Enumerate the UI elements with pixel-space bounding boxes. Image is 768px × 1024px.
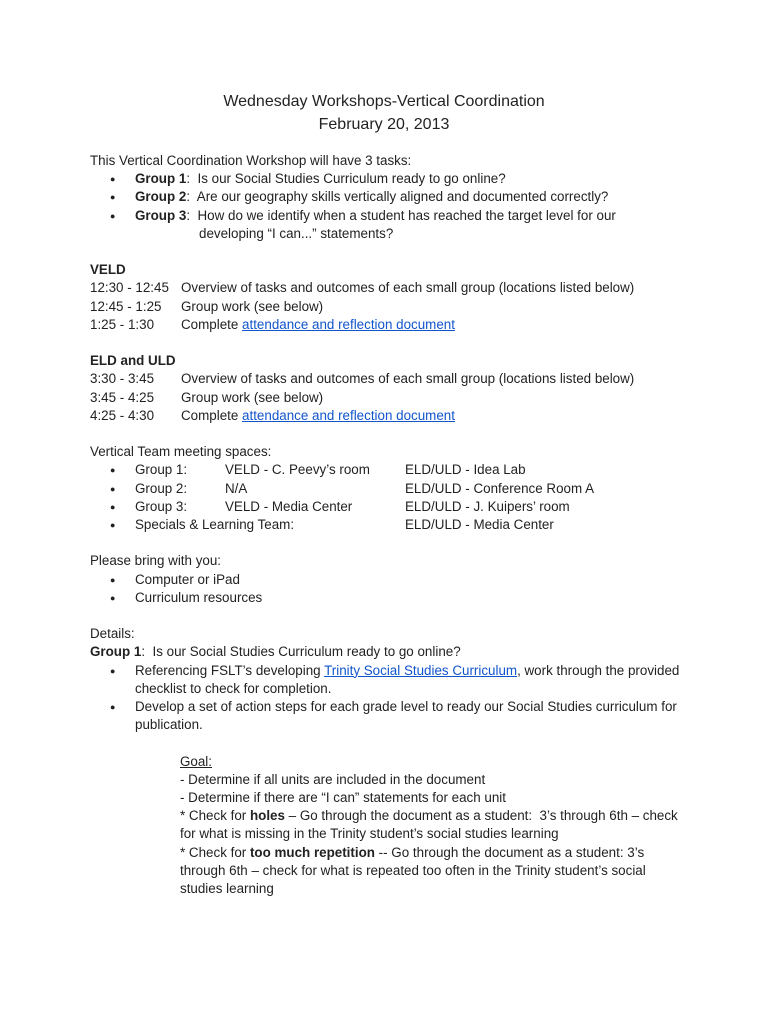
space-eld: ELD/ULD - Conference Room A xyxy=(405,480,595,496)
goal-section xyxy=(90,753,690,899)
task-item: ● Group 2: Are our geography skills vertically aligned and documented correctly? xyxy=(90,188,690,206)
meeting-spaces-list xyxy=(90,461,690,534)
meeting-space-item xyxy=(90,498,690,516)
space-veld: VELD - C. Peevy’s room xyxy=(225,462,370,478)
schedule-row xyxy=(90,389,690,407)
task-group-label: Group 2 xyxy=(135,189,187,205)
space-group: ● Group 2: xyxy=(135,480,188,496)
goal-check-holes: * Check for holes – Go through the document as a student: 3’s through 6th – check for what is missing in the Trinity student’s social studies learning xyxy=(180,808,682,842)
space-group: ● Group 3: xyxy=(135,498,188,514)
meeting-space-item xyxy=(90,516,690,534)
task-text-continued: developing “I can...” statements? xyxy=(199,225,394,241)
schedule-row xyxy=(90,298,690,316)
schedule-row xyxy=(90,370,690,388)
attendance-reflection-link[interactable]: attendance and reflection document xyxy=(242,407,455,423)
schedule-time: 3:45 - 4:25 xyxy=(90,389,155,405)
task-group-label: Group 3 xyxy=(135,207,187,223)
schedule-text: Group work (see below) xyxy=(181,389,324,405)
attendance-reflection-link[interactable]: attendance and reflection document xyxy=(242,316,455,332)
eld-uld-heading: ELD and ULD xyxy=(90,353,176,369)
task-list xyxy=(90,170,690,243)
meeting-space-item xyxy=(90,461,690,479)
task-item: ● Group 1: Is our Social Studies Curriculum ready to go online? xyxy=(90,170,690,188)
schedule-time: 3:30 - 3:45 xyxy=(90,371,155,387)
schedule-time: 1:25 - 1:30 xyxy=(90,316,155,332)
intro-text: This Vertical Coordination Workshop will have 3 tasks: xyxy=(90,153,412,168)
details-item xyxy=(90,662,690,698)
space-eld: ELD/ULD - Media Center xyxy=(405,517,554,533)
veld-heading: VELD xyxy=(90,262,126,278)
trinity-curriculum-link[interactable]: Trinity Social Studies Curriculum xyxy=(324,662,518,678)
task-text: How do we identify when a student has reached the target level for our xyxy=(197,207,616,223)
goal-heading: Goal: xyxy=(180,753,213,769)
bring-list xyxy=(90,571,690,607)
space-group: ● Specials & Learning Team: xyxy=(135,517,295,533)
details-group-label: Group 1 xyxy=(90,644,142,660)
bring-item: ● Computer or iPad xyxy=(90,571,690,589)
schedule-text: Complete xyxy=(181,407,243,423)
task-text: Is our Social Studies Curriculum ready to go online? xyxy=(197,171,506,187)
schedule-text: Complete xyxy=(181,316,243,332)
task-item: ● Group 3: How do we identify when a student has reached the target level for our developing “I can...” statements? xyxy=(90,207,690,243)
goal-check-repetition: * Check for too much repetition -- Go through the document as a student: 3’s through 6th – check for what is repeated too often in the Trinity student’s social studies learning xyxy=(180,844,650,897)
details-group-line: Group 1: Is our Social Studies Curriculum ready to go online? xyxy=(90,644,461,660)
schedule-time: 12:30 - 12:45 xyxy=(90,280,169,296)
document-body xyxy=(90,152,690,898)
task-text: Are our geography skills vertically aligned and documented correctly? xyxy=(196,189,609,205)
schedule-time: 4:25 - 4:30 xyxy=(90,407,155,423)
schedule-row xyxy=(90,279,690,297)
bring-item: ● Curriculum resources xyxy=(90,589,690,607)
space-eld: ELD/ULD - J. Kuipers’ room xyxy=(405,498,570,514)
meeting-spaces-heading: Vertical Team meeting spaces: xyxy=(90,444,272,460)
details-item-text: Referencing FSLT’s developing xyxy=(135,662,325,678)
bring-heading: Please bring with you: xyxy=(90,553,222,569)
space-eld: ELD/ULD - Idea Lab xyxy=(405,462,526,478)
schedule-row xyxy=(90,316,690,334)
space-veld: N/A xyxy=(225,480,248,496)
schedule-row xyxy=(90,407,690,425)
space-group: ● Group 1: xyxy=(135,462,188,478)
goal-line: - Determine if there are “I can” statements for each unit xyxy=(180,790,506,806)
details-group-text: Is our Social Studies Curriculum ready to go online? xyxy=(152,644,461,660)
schedule-text: Group work (see below) xyxy=(181,298,324,314)
schedule-text: Overview of tasks and outcomes of each small group (locations listed below) xyxy=(181,371,635,387)
details-item xyxy=(90,698,690,734)
details-list xyxy=(90,662,690,735)
document-header xyxy=(0,90,768,136)
task-group-label: Group 1 xyxy=(135,171,187,187)
document-title: Wednesday Workshops-Vertical Coordination xyxy=(223,93,545,110)
details-item-text: , work through the provided checklist to check for completion. xyxy=(135,662,680,696)
details-item-text: Develop a set of action steps for each grade level to ready our Social Studies curriculum for publication. xyxy=(135,699,677,733)
goal-line: - Determine if all units are included in the document xyxy=(180,771,486,787)
meeting-space-item xyxy=(90,480,690,498)
schedule-time: 12:45 - 1:25 xyxy=(90,298,162,314)
document-date: February 20, 2013 xyxy=(318,116,450,133)
schedule-text: Overview of tasks and outcomes of each small group (locations listed below) xyxy=(181,280,635,296)
space-veld: VELD - Media Center xyxy=(225,498,353,514)
details-heading: Details: xyxy=(90,626,135,642)
